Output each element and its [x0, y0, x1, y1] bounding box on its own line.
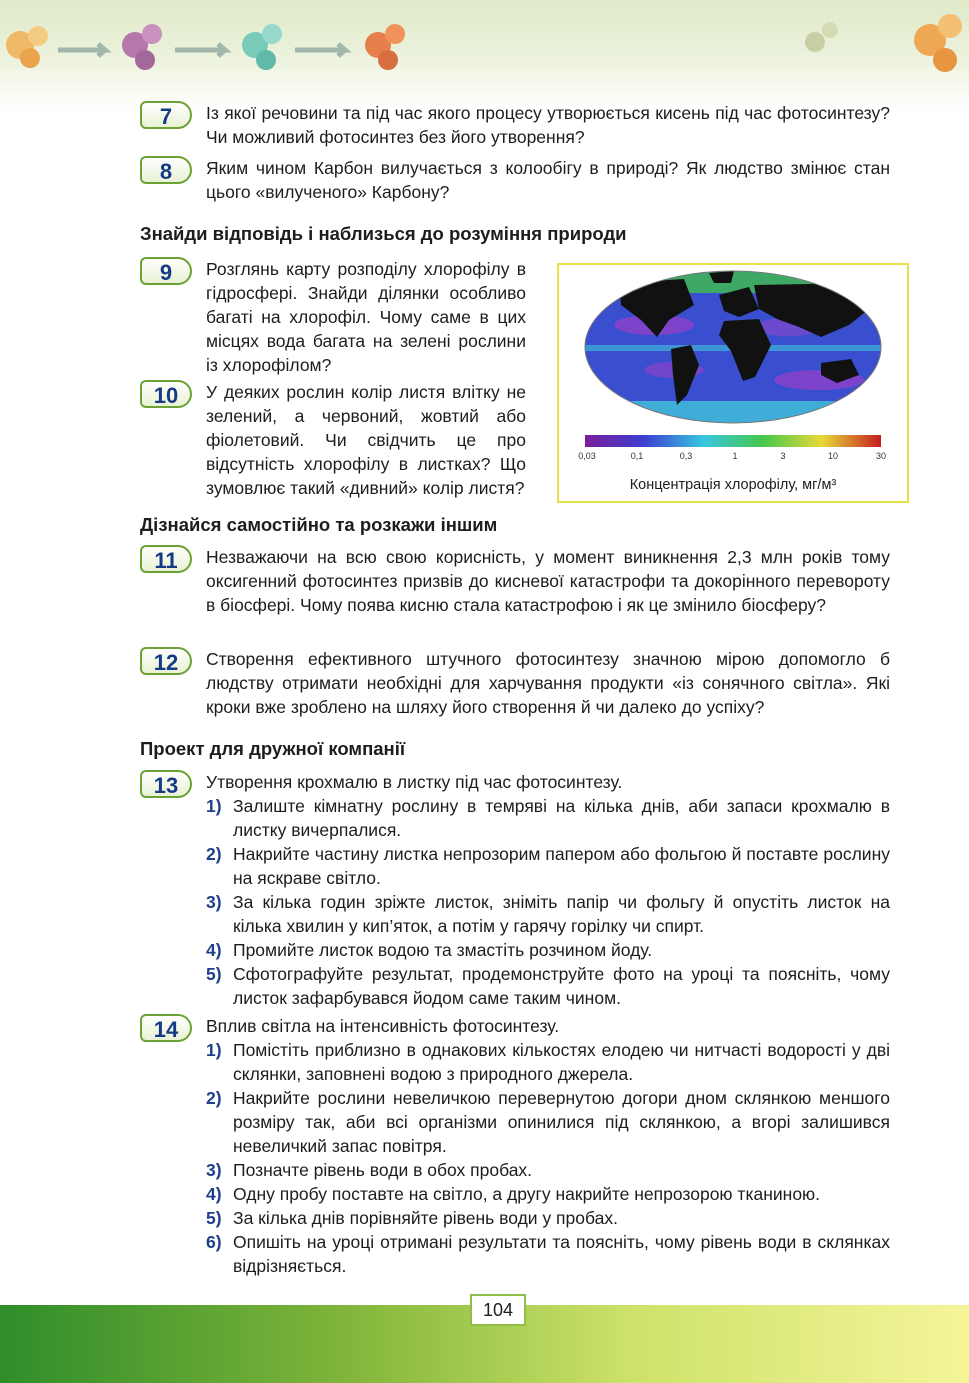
- list-item: [206, 794, 890, 842]
- question-12: [140, 647, 890, 719]
- color-scale-bar: [585, 435, 881, 447]
- step-number: 5): [206, 1208, 222, 1228]
- question-number-badge: 8: [140, 156, 192, 184]
- step-text: Залиште кімнатну рослину в темряві на кілька днів, аби запаси крохмалю в листку вичерпалися.: [233, 796, 890, 840]
- list-item: [206, 1038, 890, 1086]
- question-13: [140, 770, 890, 1010]
- steps-list: [206, 1038, 890, 1278]
- question-number-badge: 10: [140, 380, 192, 408]
- scale-tick: 10: [827, 451, 839, 461]
- step-text: За кілька годин зріжте листок, зніміть папір чи фольгу й опустіть листок на кілька хвилин у кип’яток, а потім у гарячу горілку чи спирт.: [233, 892, 890, 936]
- question-number-badge: 9: [140, 257, 192, 285]
- leaf-arrow-decoration-icon: [0, 0, 969, 110]
- list-item: [206, 938, 890, 962]
- step-text: Опишіть на уроці отримані результати та поясніть, чому рівень води в склянках відрізняється.: [233, 1232, 890, 1276]
- question-number-badge: 13: [140, 770, 192, 798]
- scale-tick: 30: [875, 451, 887, 461]
- step-number: 2): [206, 844, 222, 864]
- world-map-icon: [559, 265, 907, 501]
- list-item: [206, 842, 890, 890]
- question-number-badge: 7: [140, 101, 192, 129]
- step-text: Накрийте частину листка непрозорим папером або фольгою й поставте рослину на яскраве світло.: [233, 844, 890, 888]
- step-number: 4): [206, 940, 222, 960]
- question-10: [140, 380, 526, 500]
- question-8: [140, 156, 890, 204]
- list-item: [206, 1230, 890, 1278]
- section-heading-find-answer: Знайди відповідь і наблизься до розуміння природи: [140, 223, 627, 244]
- question-number-badge: 14: [140, 1014, 192, 1042]
- question-text: Незважаючи на всю свою корисність, у момент виникнення 2,3 млн років тому оксигенний фотосинтез призвів до кисневої катастрофи та докорінного перевороту в біосфері. Чому поява кисню стала катастрофою і як це змінило біосферу?: [206, 547, 890, 615]
- question-text: Створення ефективного штучного фотосинтезу значною мірою допомогло б людству отримати необхідні для харчування продукти «із сонячного світла». Які кроки вже зроблено на шляху його створення й чи далеко до успіху?: [206, 649, 890, 717]
- step-text: Накрийте рослини невеличкою перевернутою догори дном склянкою меншого розміру так, аби всі організми опинилися під склянкою, а вгорі залишився невеличкий запас повітря.: [233, 1088, 890, 1156]
- scale-tick: 0,03: [578, 451, 596, 461]
- list-item: [206, 1182, 890, 1206]
- step-number: 4): [206, 1184, 222, 1204]
- step-number: 5): [206, 964, 222, 984]
- list-item: [206, 1086, 890, 1158]
- map-caption: Концентрація хлорофілу, мг/м³: [629, 477, 837, 493]
- scale-tick: 0,3: [679, 451, 693, 461]
- step-number: 6): [206, 1232, 222, 1252]
- question-14: [140, 1014, 890, 1278]
- scale-tick: 0,1: [630, 451, 644, 461]
- question-text: У деяких рослин колір листя влітку не зелений, а червоний, жовтий або фіолетовий. Чи свідчить це про відсутність хлорофілу в листках? Що зумовлює такий «дивний» колір листя?: [206, 382, 526, 498]
- question-text: Із якої речовини та під час якого процесу утворюється кисень під час фотосинтезу? Чи можливий фотосинтез без його утворення?: [206, 103, 890, 147]
- step-number: 2): [206, 1088, 222, 1108]
- step-number: 1): [206, 796, 222, 816]
- question-number-badge: 12: [140, 647, 192, 675]
- section-heading-project: Проект для дружної компанії: [140, 738, 406, 759]
- question-text: Яким чином Карбон вилучається з колообігу в природі? Як людство змінює стан цього «вилученого» Карбону?: [206, 158, 890, 202]
- section-heading-learn-yourself: Дізнайся самостійно та розкажи іншим: [140, 514, 498, 535]
- top-decoration-band: [0, 0, 969, 110]
- question-7: [140, 101, 890, 149]
- step-text: За кілька днів порівняйте рівень води у пробах.: [233, 1208, 618, 1228]
- list-item: [206, 1206, 890, 1230]
- steps-list: [206, 794, 890, 1010]
- list-item: [206, 1158, 890, 1182]
- step-number: 1): [206, 1040, 222, 1060]
- chlorophyll-map-figure: [557, 263, 909, 503]
- step-number: 3): [206, 1160, 222, 1180]
- question-text: Утворення крохмалю в листку під час фотосинтезу.: [206, 772, 623, 792]
- step-text: Сфотографуйте результат, продемонструйте фото на уроці та поясніть, чому листок зафарбувався йодом саме таким чином.: [233, 964, 890, 1008]
- question-text: Вплив світла на інтенсивність фотосинтезу.: [206, 1016, 560, 1036]
- scale-tick: 1: [732, 451, 738, 461]
- step-text: Помістіть приблизно в однакових кількостях елодею чи нитчасті водорості у дві склянки, заповнені водою з природного джерела.: [233, 1040, 890, 1084]
- step-text: Одну пробу поставте на світло, а другу накрийте непрозорою тканиною.: [233, 1184, 821, 1204]
- question-number-badge: 11: [140, 545, 192, 573]
- list-item: [206, 962, 890, 1010]
- step-number: 3): [206, 892, 222, 912]
- list-item: [206, 890, 890, 938]
- scale-tick: 3: [780, 451, 786, 461]
- question-9: [140, 257, 526, 377]
- question-11: [140, 545, 890, 617]
- color-scale-ticks: [578, 451, 887, 463]
- question-text: Розглянь карту розподілу хлорофілу в гідросфері. Знайди ділянки особливо багаті на хлорофіл. Чому саме в цих місцях вода багата на зелені рослини із хлорофілом?: [206, 259, 526, 375]
- page-number: 104: [470, 1294, 526, 1326]
- step-text: Промийте листок водою та змастіть розчином йоду.: [233, 940, 653, 960]
- step-text: Позначте рівень води в обох пробах.: [233, 1160, 533, 1180]
